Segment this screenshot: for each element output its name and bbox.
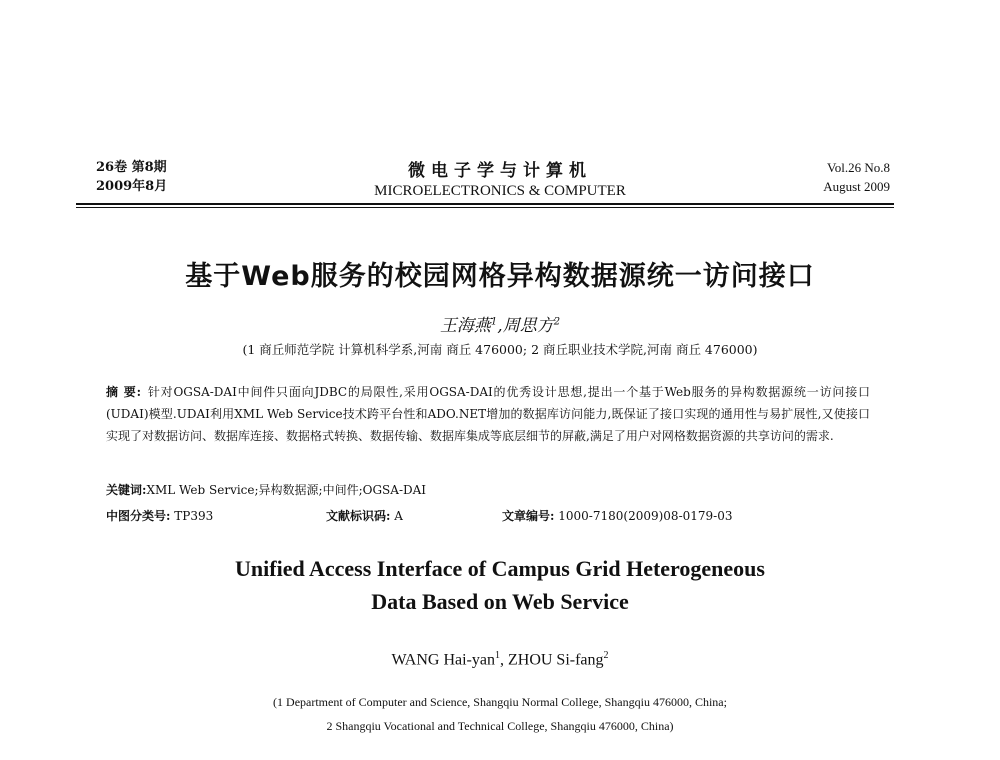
keywords-label: 关键词: xyxy=(106,483,147,497)
affiliation-en xyxy=(0,690,1000,738)
author-2-sup: 2 xyxy=(553,316,561,328)
clc-value: TP393 xyxy=(174,509,214,523)
doc-code-value: A xyxy=(394,509,403,523)
author-1-en-sup: 1 xyxy=(494,650,500,661)
authors-en xyxy=(0,650,1000,669)
author-1-en: WANG Hai-yan xyxy=(391,651,495,669)
issue-date-en: August 2009 xyxy=(823,179,890,194)
volume-issue: 26卷 第8期 xyxy=(96,160,167,175)
author-2-en-sup: 2 xyxy=(603,650,609,661)
keywords-text: XML Web Service;异构数据源;中间件;OGSA-DAI xyxy=(146,483,427,497)
abstract-label: 摘 要: xyxy=(106,385,142,399)
author-en-separator: , xyxy=(499,651,508,669)
journal-issue-en xyxy=(823,158,890,196)
doc-code-label: 文献标识码: xyxy=(326,509,391,523)
author-2-en: ZHOU Si-fang xyxy=(507,651,604,669)
paper-title-en-line2: Data Based on Web Service xyxy=(371,589,629,614)
affiliation-en-line1: (1 Department of Computer and Science, Shangqiu Normal College, Shangqiu 476000, China; xyxy=(273,695,727,709)
journal-name-en: MICROELECTRONICS & COMPUTER xyxy=(374,183,626,199)
doc-code-group xyxy=(326,507,403,524)
journal-name-cn: 微电子学与计算机 xyxy=(408,161,592,181)
volume-issue-en: Vol.26 No.8 xyxy=(827,160,890,175)
author-2-cn: 周思方 xyxy=(502,316,554,336)
affiliation-cn: (1 商丘师范学院 计算机科学系,河南 商丘 476000; 2 商丘职业技术学院,河南 商丘 476000) xyxy=(242,342,758,357)
header-rule-thick xyxy=(76,203,894,205)
paper-title-en xyxy=(0,552,1000,618)
abstract-cn xyxy=(106,381,870,447)
authors-cn xyxy=(0,311,1000,336)
abstract-text: 针对OGSA-DAI中间件只面向JDBC的局限性,采用OGSA-DAI的优秀设计思想,提出一个基于Web服务的异构数据源统一访问接口(UDAI)模型.UDAI利用XML Web Service技术跨平台性和ADO.NET增加的数据库访问能力,既保证了接口实现的通用性与易扩展性,又使接口实现了对数据访问、数据库连接、数据格式转换、数据传输、数据库集成等底层细节的屏蔽,满足了用户对网格数据资源的共享访问的需求. xyxy=(106,385,871,443)
paper-title-cn: 基于Web服务的校园网格异构数据源统一访问接口 xyxy=(185,261,815,292)
header-rule-thin xyxy=(76,207,894,208)
author-1-sup: 1 xyxy=(490,316,498,328)
paper-title-en-line1: Unified Access Interface of Campus Grid Heterogeneous xyxy=(235,556,765,581)
keywords xyxy=(106,481,426,498)
article-no-label: 文章编号: xyxy=(502,509,555,523)
clc-label: 中图分类号: xyxy=(106,509,171,523)
affiliation-en-line2: 2 Shangqiu Vocational and Technical College, Shangqiu 476000, China) xyxy=(326,719,674,733)
issue-date-cn: 2009年8月 xyxy=(96,179,168,194)
author-separator: , xyxy=(497,316,503,336)
article-no-value: 1000-7180(2009)08-0179-03 xyxy=(558,509,733,523)
article-no-group xyxy=(502,507,733,524)
clc-group xyxy=(106,507,213,524)
author-1-cn: 王海燕 xyxy=(439,316,491,336)
